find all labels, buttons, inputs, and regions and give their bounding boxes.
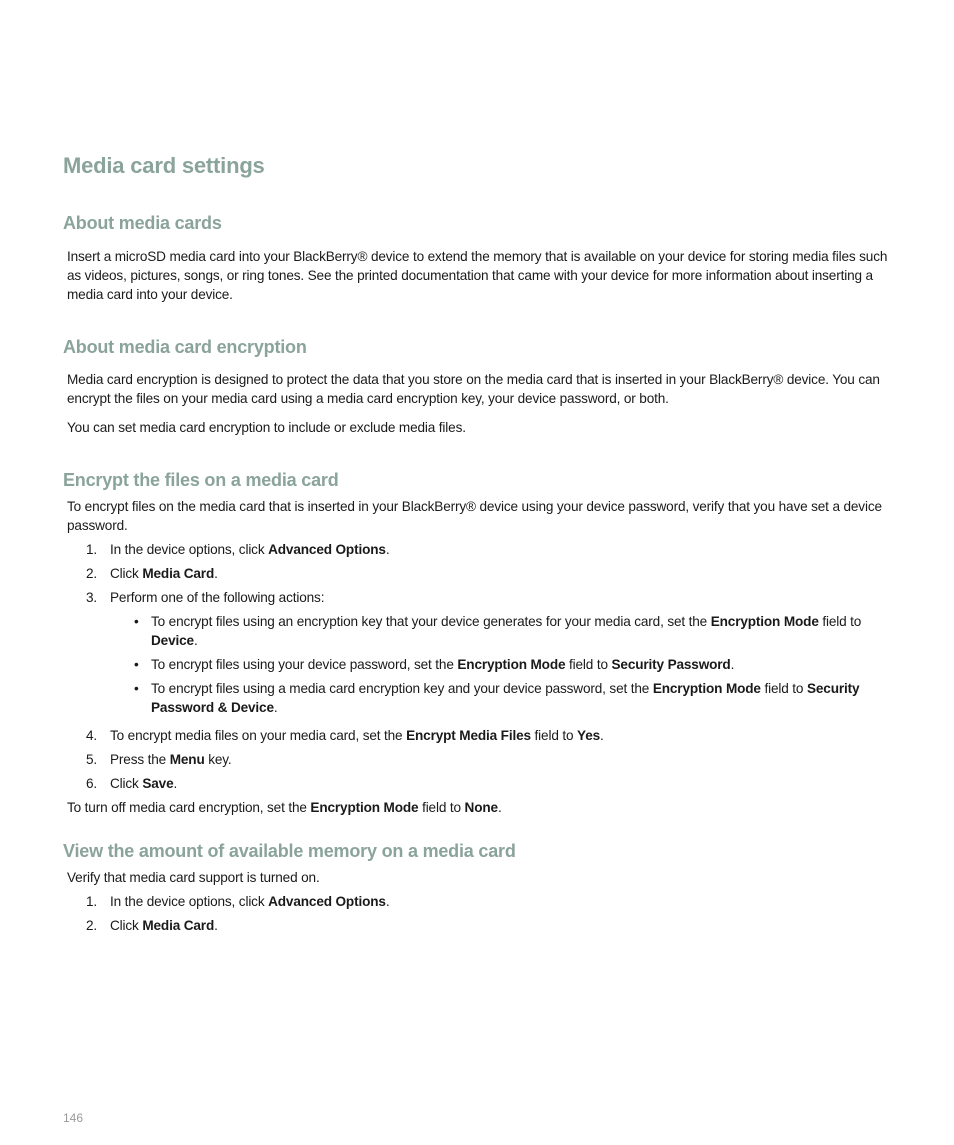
memory-step-1: 1. In the device options, click Advanced Options.: [86, 894, 390, 909]
step-text: Click: [110, 776, 143, 791]
ui-term: Advanced Options: [268, 894, 386, 909]
encrypt-intro: To encrypt files on the media card that is inserted in your BlackBerry® device using your device password, verify that you have set a device password.: [67, 499, 882, 533]
heading-about-media-cards: About media cards: [63, 213, 222, 233]
ui-term: Encryption Mode: [710, 614, 819, 629]
heading-view-memory: View the amount of available memory on a media card: [63, 841, 516, 861]
encrypt-option-password: • To encrypt files using your device password, set the Encryption Mode field to Security Password.: [134, 657, 735, 672]
step-number: 5.: [86, 752, 98, 767]
page-number: 146: [63, 1111, 84, 1125]
encrypt-option-password-device: • To encrypt files using a media card encryption key and your device password, set the Encryption Mode field to Security Password & Device.: [134, 681, 860, 715]
step-text: Press the: [110, 752, 170, 767]
about-encryption-para-2: You can set media card encryption to include or exclude media files.: [67, 420, 466, 435]
bullet-icon: •: [134, 614, 139, 629]
encrypt-step-1: 1. In the device options, click Advanced Options.: [86, 542, 390, 557]
encrypt-step-6: 6. Click Save.: [86, 776, 178, 791]
step-number: 2.: [86, 918, 98, 933]
ui-term: Encryption Mode: [652, 681, 761, 696]
about-encryption-para-1: Media card encryption is designed to protect the data that you store on the media card that is inserted in your BlackBerry® device. You can encrypt the files on your media card using a media card encryption key, your device password, or both.: [67, 372, 880, 406]
step-number: 4.: [86, 728, 98, 743]
heading-about-encryption: About media card encryption: [63, 337, 307, 357]
step-text: Click: [110, 918, 143, 933]
ui-term: None: [464, 800, 498, 815]
encrypt-step-2: 2. Click Media Card.: [86, 566, 218, 581]
step-text: In the device options, click: [110, 542, 269, 557]
memory-intro: Verify that media card support is turned on.: [67, 870, 320, 885]
bullet-icon: •: [134, 681, 139, 696]
ui-term: Encrypt Media Files: [406, 728, 531, 743]
ui-term: Menu: [169, 752, 205, 767]
step-text: Click: [110, 566, 143, 581]
ui-term: Encryption Mode: [457, 657, 566, 672]
encrypt-step-4: 4. To encrypt media files on your media card, set the Encrypt Media Files field to Yes.: [86, 728, 604, 743]
step-number: 1.: [86, 894, 98, 909]
ui-term: Media Card: [142, 918, 215, 933]
encrypt-step-5: 5. Press the Menu key.: [86, 752, 232, 767]
memory-step-2: 2. Click Media Card.: [86, 918, 218, 933]
step-text: In the device options, click: [110, 894, 269, 909]
step-number: 6.: [86, 776, 98, 791]
ui-term: Media Card: [142, 566, 215, 581]
step-number: 1.: [86, 542, 98, 557]
step-text: Perform one of the following actions:: [110, 590, 325, 605]
ui-term: Device: [151, 633, 194, 648]
ui-term: Security Password & Device: [151, 681, 860, 715]
encrypt-step-3: [86, 588, 324, 607]
ui-term: Yes: [577, 728, 601, 743]
ui-term: Encryption Mode: [310, 800, 419, 815]
ui-term: Advanced Options: [268, 542, 386, 557]
heading-encrypt-files: Encrypt the files on a media card: [63, 470, 339, 490]
page-title: Media card settings: [63, 153, 265, 178]
about-media-cards-text: Insert a microSD media card into your BlackBerry® device to extend the memory that is available on your device for storing media files such as videos, pictures, songs, or ring tones. See the printed documentation that came with your device for more information about inserting a media card into your device.: [67, 249, 888, 302]
bullet-icon: •: [134, 657, 139, 672]
encrypt-option-device: • To encrypt files using an encryption key that your device generates for your media card, set the Encryption Mode field to Device.: [134, 614, 862, 648]
encrypt-outro: To turn off media card encryption, set the Encryption Mode field to None.: [67, 800, 502, 815]
ui-term: Save: [142, 776, 174, 791]
ui-term: Security Password: [611, 657, 731, 672]
step-number: 3.: [86, 590, 98, 605]
step-number: 2.: [86, 566, 98, 581]
step-text: To encrypt media files on your media card, set the: [110, 728, 407, 743]
